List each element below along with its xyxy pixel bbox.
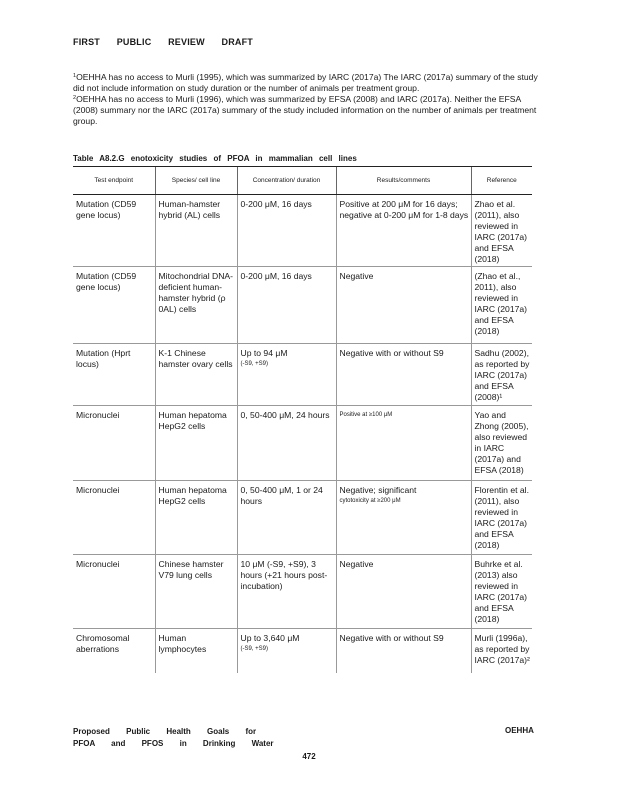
concentration-text: 0-200 μM, 16 days [240,271,312,281]
results-text: Positive at 200 μM for 16 days; negative at 0-200 μM for 1-8 days [339,199,469,220]
cell-reference: Yao and Zhong (2005), also reviewed in IARC (2017a) and EFSA (2018) [471,406,532,481]
cell-cell-line: Human-hamster hybrid (AL) cells [155,195,237,267]
table-row [73,195,532,267]
footnotes [73,72,543,127]
results-text: Negative; significant [339,485,417,495]
cell-concentration [237,406,336,481]
concentration-text: Up to 94 μM [240,348,288,358]
table-row [73,629,532,673]
cell-cell-line: Chinese hamster V79 lung cells [155,555,237,629]
footnote-marker: 1 [73,73,77,79]
cell-results [336,344,471,406]
cell-reference: Zhao et al. (2011), also reviewed in IARC (2017a) and EFSA (2018) [471,195,532,267]
col-header-reference: Reference [471,167,532,195]
results-note: cytotoxicity at ≥200 μM [339,498,401,504]
table-row [73,344,532,406]
col-header-concentration: Concentration/ duration [237,167,336,195]
footnote-text: OEHHA has no access to Murli (1995), which was summarized by IARC (2017a) The IARC (2017a) summary of the study did not include information on study duration or the number of animals per treatment group. [73,72,538,93]
table-row [73,481,532,555]
footer-line-2: PFOA and PFOS in Drinking Water [73,739,274,748]
concentration-text: 0, 50-400 μM, 1 or 24 hours [240,485,323,506]
cell-reference: Florentin et al. (2011), also reviewed in IARC (2017a) and EFSA (2018) [471,481,532,555]
cell-concentration [237,555,336,629]
table-row [73,555,532,629]
footnote-marker: 2 [73,95,77,101]
cell-endpoint: Micronuclei [73,555,155,629]
cell-endpoint: Micronuclei [73,406,155,481]
concentration-note: (-S9, +S9) [240,646,269,652]
cell-cell-line: Mitochondrial DNA-deficient human-hamster hybrid (ρ 0AL) cells [155,267,237,344]
cell-endpoint: Mutation (Hprt locus) [73,344,155,406]
cell-results [336,195,471,267]
cell-endpoint: Micronuclei [73,481,155,555]
cell-reference: Sadhu (2002), as reported by IARC (2017a) and EFSA (2008)¹ [471,344,532,406]
footnote-1 [73,72,543,94]
col-header-results: Results/comments [336,167,471,195]
footer-agency: OEHHA [505,726,534,735]
footnote-2 [73,94,543,127]
cell-cell-line: K-1 Chinese hamster ovary cells [155,344,237,406]
cell-results [336,481,471,555]
cell-results [336,555,471,629]
concentration-text: 0-200 μM, 16 days [240,199,312,209]
cell-cell-line: Human lymphocytes [155,629,237,673]
cell-endpoint: Mutation (CD59 gene locus) [73,195,155,267]
cell-concentration [237,195,336,267]
col-header-cell-line: Species/ cell line [155,167,237,195]
results-text: Negative with or without S9 [339,348,444,358]
footnote-text: OEHHA has no access to Murli (1996), which was summarized by EFSA (2008) and IARC (2017a). Neither the EFSA (2008) summary nor the IARC (2017a) summary of the study included information on the number of animals per treatment group. [73,94,537,126]
footer-title [73,726,274,750]
footer-line-1: Proposed Public Health Goals for [73,727,257,736]
genotoxicity-table [73,166,532,673]
concentration-text: 10 μM (-S9, +S9), 3 hours (+21 hours post-incubation) [240,559,328,591]
cell-concentration [237,344,336,406]
concentration-text: 0, 50-400 μM, 24 hours [240,410,330,420]
cell-results [336,629,471,673]
cell-concentration [237,629,336,673]
cell-endpoint: Chromosomal aberrations [76,633,130,654]
page-number: 472 [302,752,316,761]
concentration-note: (-S9, +S9) [240,361,269,367]
results-text: Negative [339,271,374,281]
results-note: Positive at ≥100 μM [339,412,393,418]
cell-results [336,267,471,344]
cell-reference: Murli (1996a), as reported by IARC (2017a)² [471,629,532,673]
table-row [73,406,532,481]
cell-results [336,406,471,481]
results-text: Negative with or without S9 [339,633,444,643]
cell-cell-line: Human hepatoma HepG2 cells [155,406,237,481]
table-row [73,267,532,344]
concentration-text: Up to 3,640 μM [240,633,300,643]
cell-cell-line: Human hepatoma HepG2 cells [155,481,237,555]
cell-endpoint: Mutation (CD59 gene locus) [73,267,155,344]
cell-reference: (Zhao et al., 2011), also reviewed in IARC (2017a) and EFSA (2018) [471,267,532,344]
page-header: FIRST PUBLIC REVIEW DRAFT [73,37,253,47]
cell-concentration [237,267,336,344]
table-header-row [73,167,532,195]
results-text: Negative [339,559,374,569]
col-header-endpoint: Test endpoint [73,167,155,195]
table-caption: Table A8.2.G enotoxicity studies of PFOA in mammalian cell lines [73,154,357,163]
cell-reference: Buhrke et al. (2013) also reviewed in IARC (2017a) and EFSA (2018) [471,555,532,629]
cell-concentration [237,481,336,555]
